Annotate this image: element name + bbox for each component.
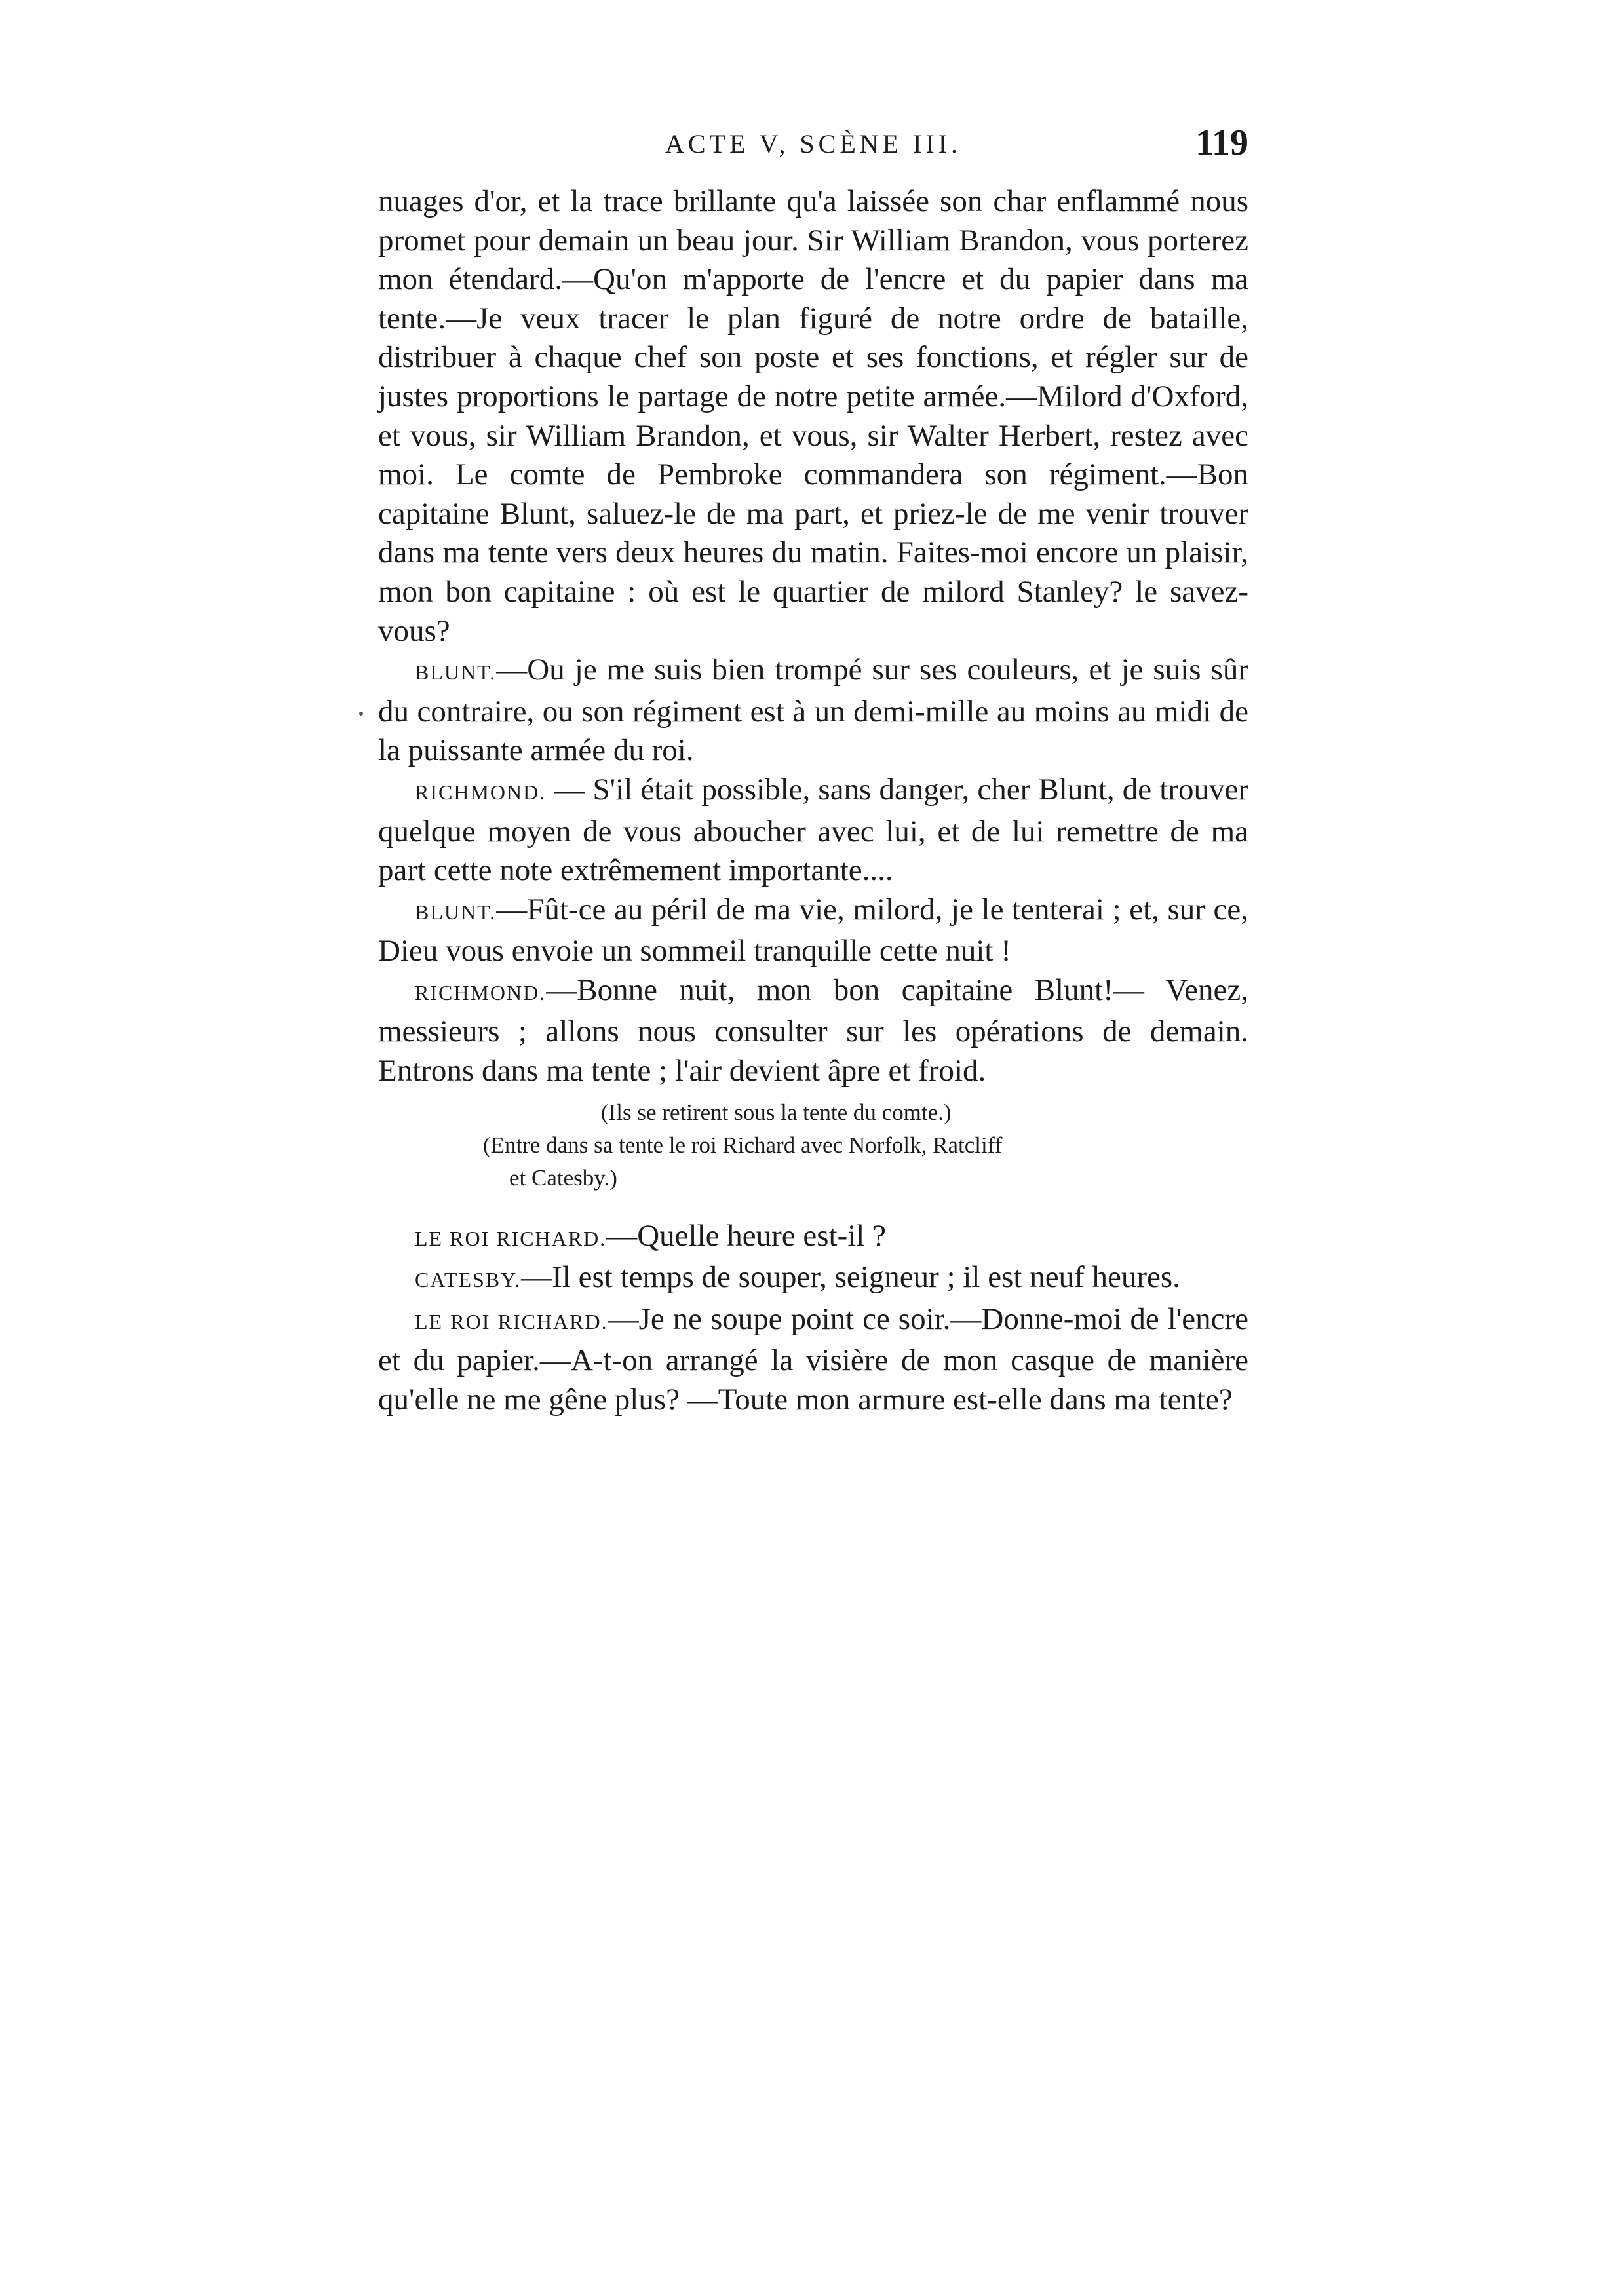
speech-king-richard-2 bbox=[378, 1300, 1248, 1420]
speech-text: — S'il était possible, sans danger, cher Blunt, de trouver quelque moyen de vous aboucher avec lui, et de lui remettre de ma part cette note extrêmement importante.... bbox=[378, 772, 1248, 888]
speech-richmond-1 bbox=[378, 771, 1248, 890]
speech-blunt-1 bbox=[378, 651, 1248, 771]
speaker-name: LE ROI RICHARD. bbox=[415, 1226, 607, 1250]
paragraph-continuation: nuages d'or, et la trace brillante qu'a laissée son char enflammé nous promet pour demain un beau jour. Sir William Brandon, vous porterez mon étendard.—Qu'on m'apporte de l'encre et du papier dans ma tente.—Je veux tracer le plan figuré de notre ordre de bataille, distribuer à chaque chef son poste et ses fonctions, et régler sur de justes proportions le partage de notre petite armée.—Milord d'Oxford, et vous, sir William Brandon, et vous, sir Walter Herbert, restez avec moi. Le comte de Pembroke commandera son régiment.—Bon capitaine Blunt, saluez-le de ma part, et priez-le de me venir trouver dans ma tente vers deux heures du matin. Faites-moi encore un plaisir, mon bon capitaine : où est le quartier de milord Stanley? le savez-vous? bbox=[378, 184, 1248, 648]
stage-direction: (Entre dans sa tente le roi Richard avec Norfolk, Ratcliff bbox=[483, 1132, 1003, 1158]
speech-text: —Fût-ce au péril de ma vie, milord, je le tenterai ; et, sur ce, Dieu vous envoie un sommeil tranquille cette nuit ! bbox=[378, 892, 1248, 968]
running-head bbox=[378, 123, 1248, 172]
speaker-name: CATESBY. bbox=[415, 1268, 522, 1292]
speaker-name: RICHMOND. bbox=[415, 780, 547, 804]
speech-text: —Ou je me suis bien trompé sur ses couleurs, et je suis sûr du contraire, ou son régiment est à un demi-mille au moins au midi de la puissante armée du roi. bbox=[378, 653, 1248, 768]
page-number: 119 bbox=[1195, 123, 1248, 163]
speaker-name: BLUNT. bbox=[415, 660, 497, 685]
speech-catesby-1 bbox=[378, 1258, 1248, 1300]
speaker-name: BLUNT. bbox=[415, 900, 497, 924]
speech-text: —Quelle heure est-il ? bbox=[606, 1218, 886, 1253]
speech-text: —Il est temps de souper, seigneur ; il est neuf heures. bbox=[521, 1260, 1180, 1295]
stage-direction: et Catesby.) bbox=[509, 1164, 617, 1191]
margin-mark bbox=[359, 712, 363, 716]
text-block bbox=[378, 182, 1248, 1420]
speech-richmond-2 bbox=[378, 971, 1248, 1091]
stage-direction: (Ils se retirent sous la tente du comte.) bbox=[601, 1099, 952, 1125]
speech-text: —Bonne nuit, mon bon capitaine Blunt!— Venez, messieurs ; allons nous consulter sur les opérations de demain. Entrons dans ma tente ; l'air devient âpre et froid. bbox=[378, 972, 1248, 1088]
speaker-name: LE ROI RICHARD. bbox=[415, 1309, 608, 1333]
speech-king-richard-1 bbox=[378, 1217, 1248, 1259]
speech-text: —Je ne soupe point ce soir.—Donne-moi de l'encre et du papier.—A-t-on arrangé la visière de mon casque de manière qu'elle ne me gêne plus? —Toute mon armure est-elle dans ma tente? bbox=[378, 1301, 1248, 1417]
speech-blunt-2 bbox=[378, 890, 1248, 971]
speaker-name: RICHMOND. bbox=[415, 980, 547, 1004]
running-title: ACTE V, SCÈNE III. bbox=[665, 129, 962, 159]
